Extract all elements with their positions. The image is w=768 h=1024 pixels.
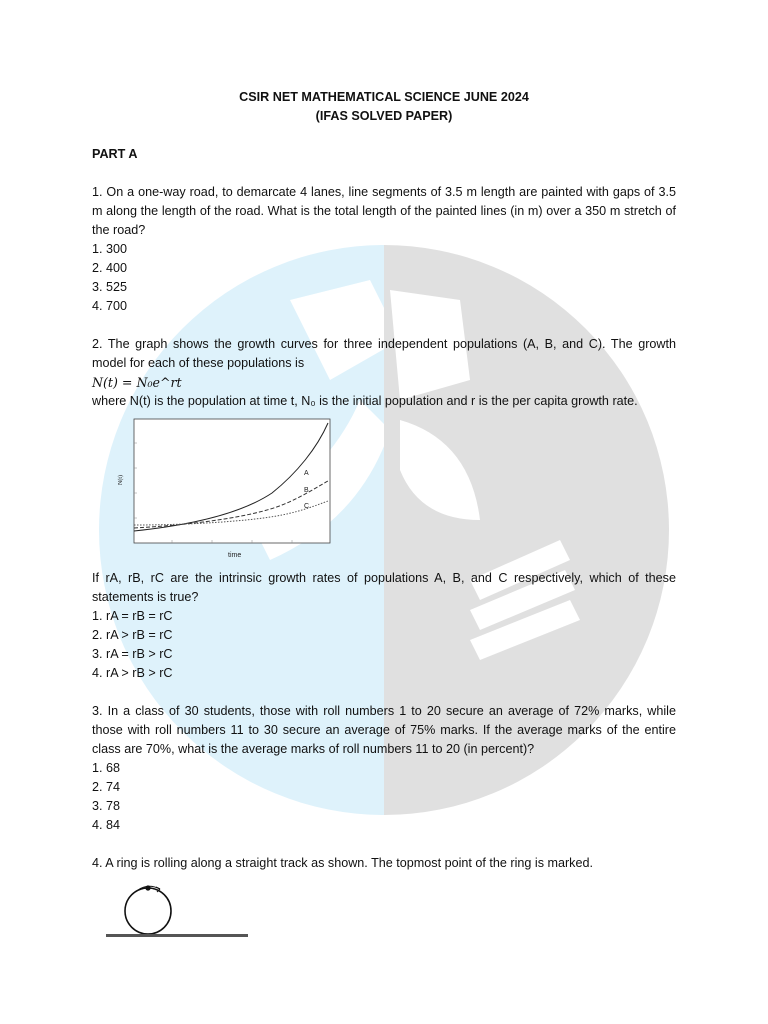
track [106,934,248,937]
paper-page [92,88,676,944]
q2-option-1: 1. rA = rB = rC [92,609,173,623]
rolling-ring-figure [102,881,676,944]
q2-option-4: 4. rA > rB > rC [92,666,173,680]
graph-ylabel: N(t) [118,475,124,485]
q3-option-2: 2. 74 [92,780,121,794]
question-2 [92,335,676,683]
q1-option-1: 1. 300 [92,242,128,256]
curve-label-b: B [304,487,309,494]
curve-label-a: A [304,470,309,477]
question-2-text: 2. The graph shows the growth curves for three independent populations (A, B, and C). The growth model for each of these populations is [92,337,676,370]
question-3 [92,702,676,835]
q1-option-3: 3. 525 [92,280,128,294]
rolling-ring-svg [102,881,252,941]
q1-option-4: 4. 700 [92,299,128,313]
ring [125,888,171,934]
question-1 [92,183,676,316]
q2-option-3: 3. rA = rB > rC [92,647,173,661]
question-1-text: 1. On a one-way road, to demarcate 4 lanes, line segments of 3.5 m length are painted with gaps of 3.5 m along the length of the road. What is the total length of the painted lines (in m) over a 350 m stretch of the road? [92,185,676,237]
q2-option-2: 2. rA > rB = rC [92,628,173,642]
q1-option-2: 2. 400 [92,261,128,275]
growth-formula: N(t) = N₀e^rt [92,375,182,390]
q3-option-1: 1. 68 [92,761,121,775]
q3-option-3: 3. 78 [92,799,121,813]
q3-option-4: 4. 84 [92,818,121,832]
paper-subtitle: (IFAS SOLVED PAPER) [315,109,453,123]
question-4 [92,854,676,944]
growth-curves-graph [102,413,332,563]
graph-xlabel: time [228,552,242,559]
paper-title: CSIR NET MATHEMATICAL SCIENCE JUNE 2024 [239,90,529,104]
question-2-where: where N(t) is the population at time t, N₀ is the initial population and r is the per capita growth rate. [92,394,638,408]
curve-label-c: C [304,503,310,510]
part-heading: PART A [92,147,138,161]
question-2-followup: If rA, rB, rC are the intrinsic growth rates of populations A, B, and C respectively, which of these statements is true? [92,571,676,604]
question-3-text: 3. In a class of 30 students, those with roll numbers 1 to 20 secure an average of 72% marks, while those with roll numbers 11 to 30 secure an average of 75% marks. If the average marks of the entire class are 70%, what is the average marks of roll numbers 11 to 20 (in percent)? [92,704,676,756]
question-4-text: 4. A ring is rolling along a straight track as shown. The topmost point of the ring is marked. [92,856,593,870]
growth-curves-svg [102,413,332,563]
